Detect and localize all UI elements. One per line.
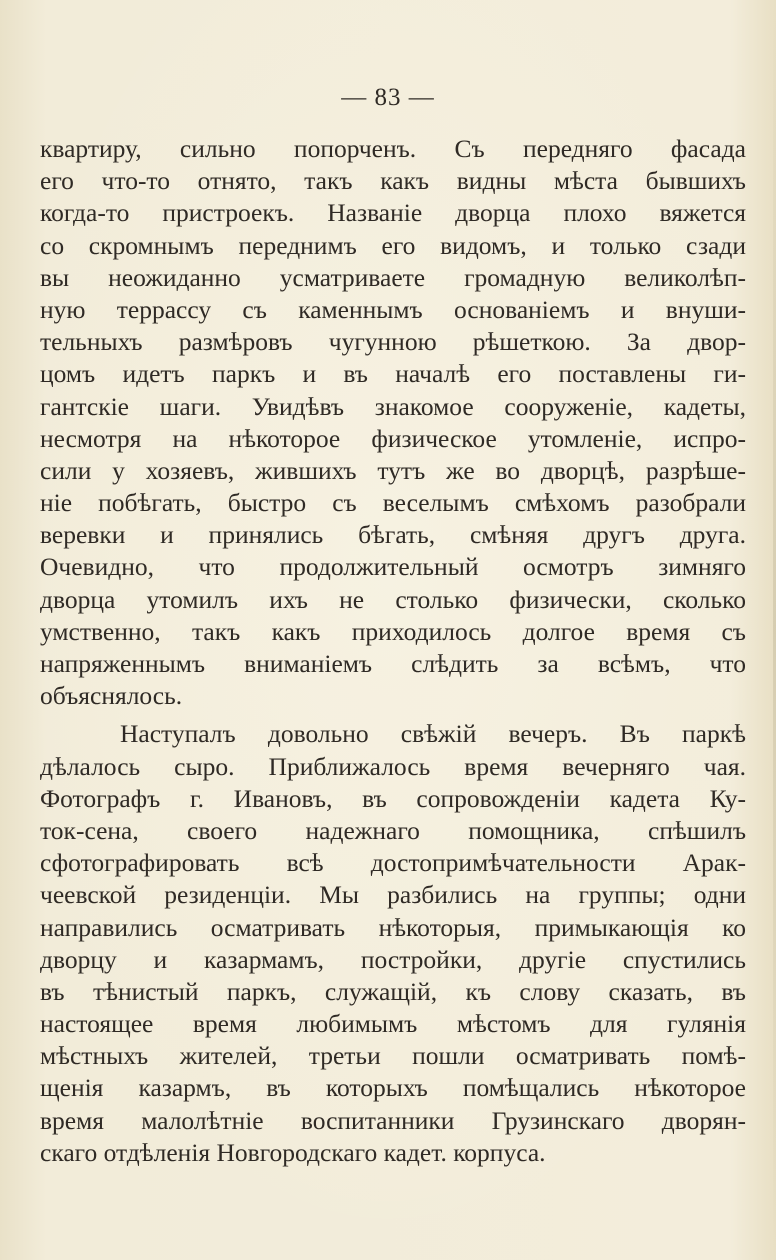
text-line: щенія казармъ, въ которыхъ помѣщались нѣкоторое [40, 1073, 746, 1103]
body-text [40, 133, 746, 1169]
text-line: направились осматривать нѣкоторыя, примыкающія ко [40, 912, 746, 942]
text-line: скаго отдѣленія Новгородскаго кадет. корпуса. [40, 1137, 546, 1167]
text-line: настоящее время любимымъ мѣстомъ для гулянія [40, 1009, 746, 1039]
paragraph-1 [40, 133, 746, 712]
text-line: цомъ идетъ паркъ и въ началѣ его поставлены ги- [40, 359, 746, 389]
text-line: когда-то пристроекъ. Названіе дворца плохо вяжется [40, 198, 746, 228]
text-line: объяснялось. [40, 681, 183, 711]
text-line: время малолѣтніе воспитанники Грузинскаго дворян- [40, 1105, 746, 1135]
text-line: мѣстныхъ жителей, третьи пошли осматривать помѣ- [40, 1041, 746, 1071]
text-line: веревки и принялись бѣгать, смѣняя другъ друга. [40, 520, 746, 550]
text-line: дворца утомилъ ихъ не столько физически, сколько [40, 584, 746, 614]
text-line: дѣлалось сыро. Приближалось время вечерняго чая. [40, 751, 746, 781]
paragraph-2 [40, 718, 746, 1169]
text-line: сфотографировать всѣ достопримѣчательности Арак- [40, 848, 746, 878]
text-line: Фотографъ г. Ивановъ, въ сопровожденіи кадета Ку- [40, 783, 746, 813]
text-line: дворцу и казармамъ, постройки, другіе спустились [40, 944, 746, 974]
text-line: ток-сена, своего надежнаго помощника, спѣшилъ [40, 815, 746, 845]
text-line: ную террассу съ каменнымъ основаніемъ и внуши- [40, 294, 746, 324]
text-line: чеевской резиденціи. Мы разбились на группы; одни [40, 880, 746, 910]
text-line: со скромнымъ переднимъ его видомъ, и только сзади [40, 230, 746, 260]
text-line: его что-то отнято, такъ какъ видны мѣста бывшихъ [40, 166, 746, 196]
text-line: ніе побѣгать, быстро съ веселымъ смѣхомъ разобрали [40, 488, 746, 518]
text-line: Наступалъ довольно свѣжій вечеръ. Въ паркѣ [120, 719, 746, 749]
text-line: гантскіе шаги. Увидѣвъ знакомое сооруженіе, кадеты, [40, 391, 746, 421]
text-line: квартиру, сильно попорченъ. Съ передняго фасада [40, 134, 746, 163]
text-line: тельныхъ размѣровъ чугунною рѣшеткою. За двор- [40, 327, 746, 357]
page-number: — 83 — [341, 84, 435, 111]
text-line: сили у хозяевъ, жившихъ тутъ же во дворцѣ, разрѣше- [40, 455, 746, 485]
text-line: въ тѣнистый паркъ, служащій, къ слову сказать, въ [40, 976, 746, 1006]
text-line: вы неожиданно усматриваете громадную великолѣп- [40, 262, 746, 292]
text-line: несмотря на нѣкоторое физическое утомленіе, испро- [40, 423, 746, 453]
text-line: умственно, такъ какъ приходилось долгое время съ [40, 616, 746, 646]
text-line: напряженнымъ вниманіемъ слѣдить за всѣмъ, что [40, 649, 746, 678]
text-line: Очевидно, что продолжительный осмотръ зимняго [40, 552, 746, 582]
